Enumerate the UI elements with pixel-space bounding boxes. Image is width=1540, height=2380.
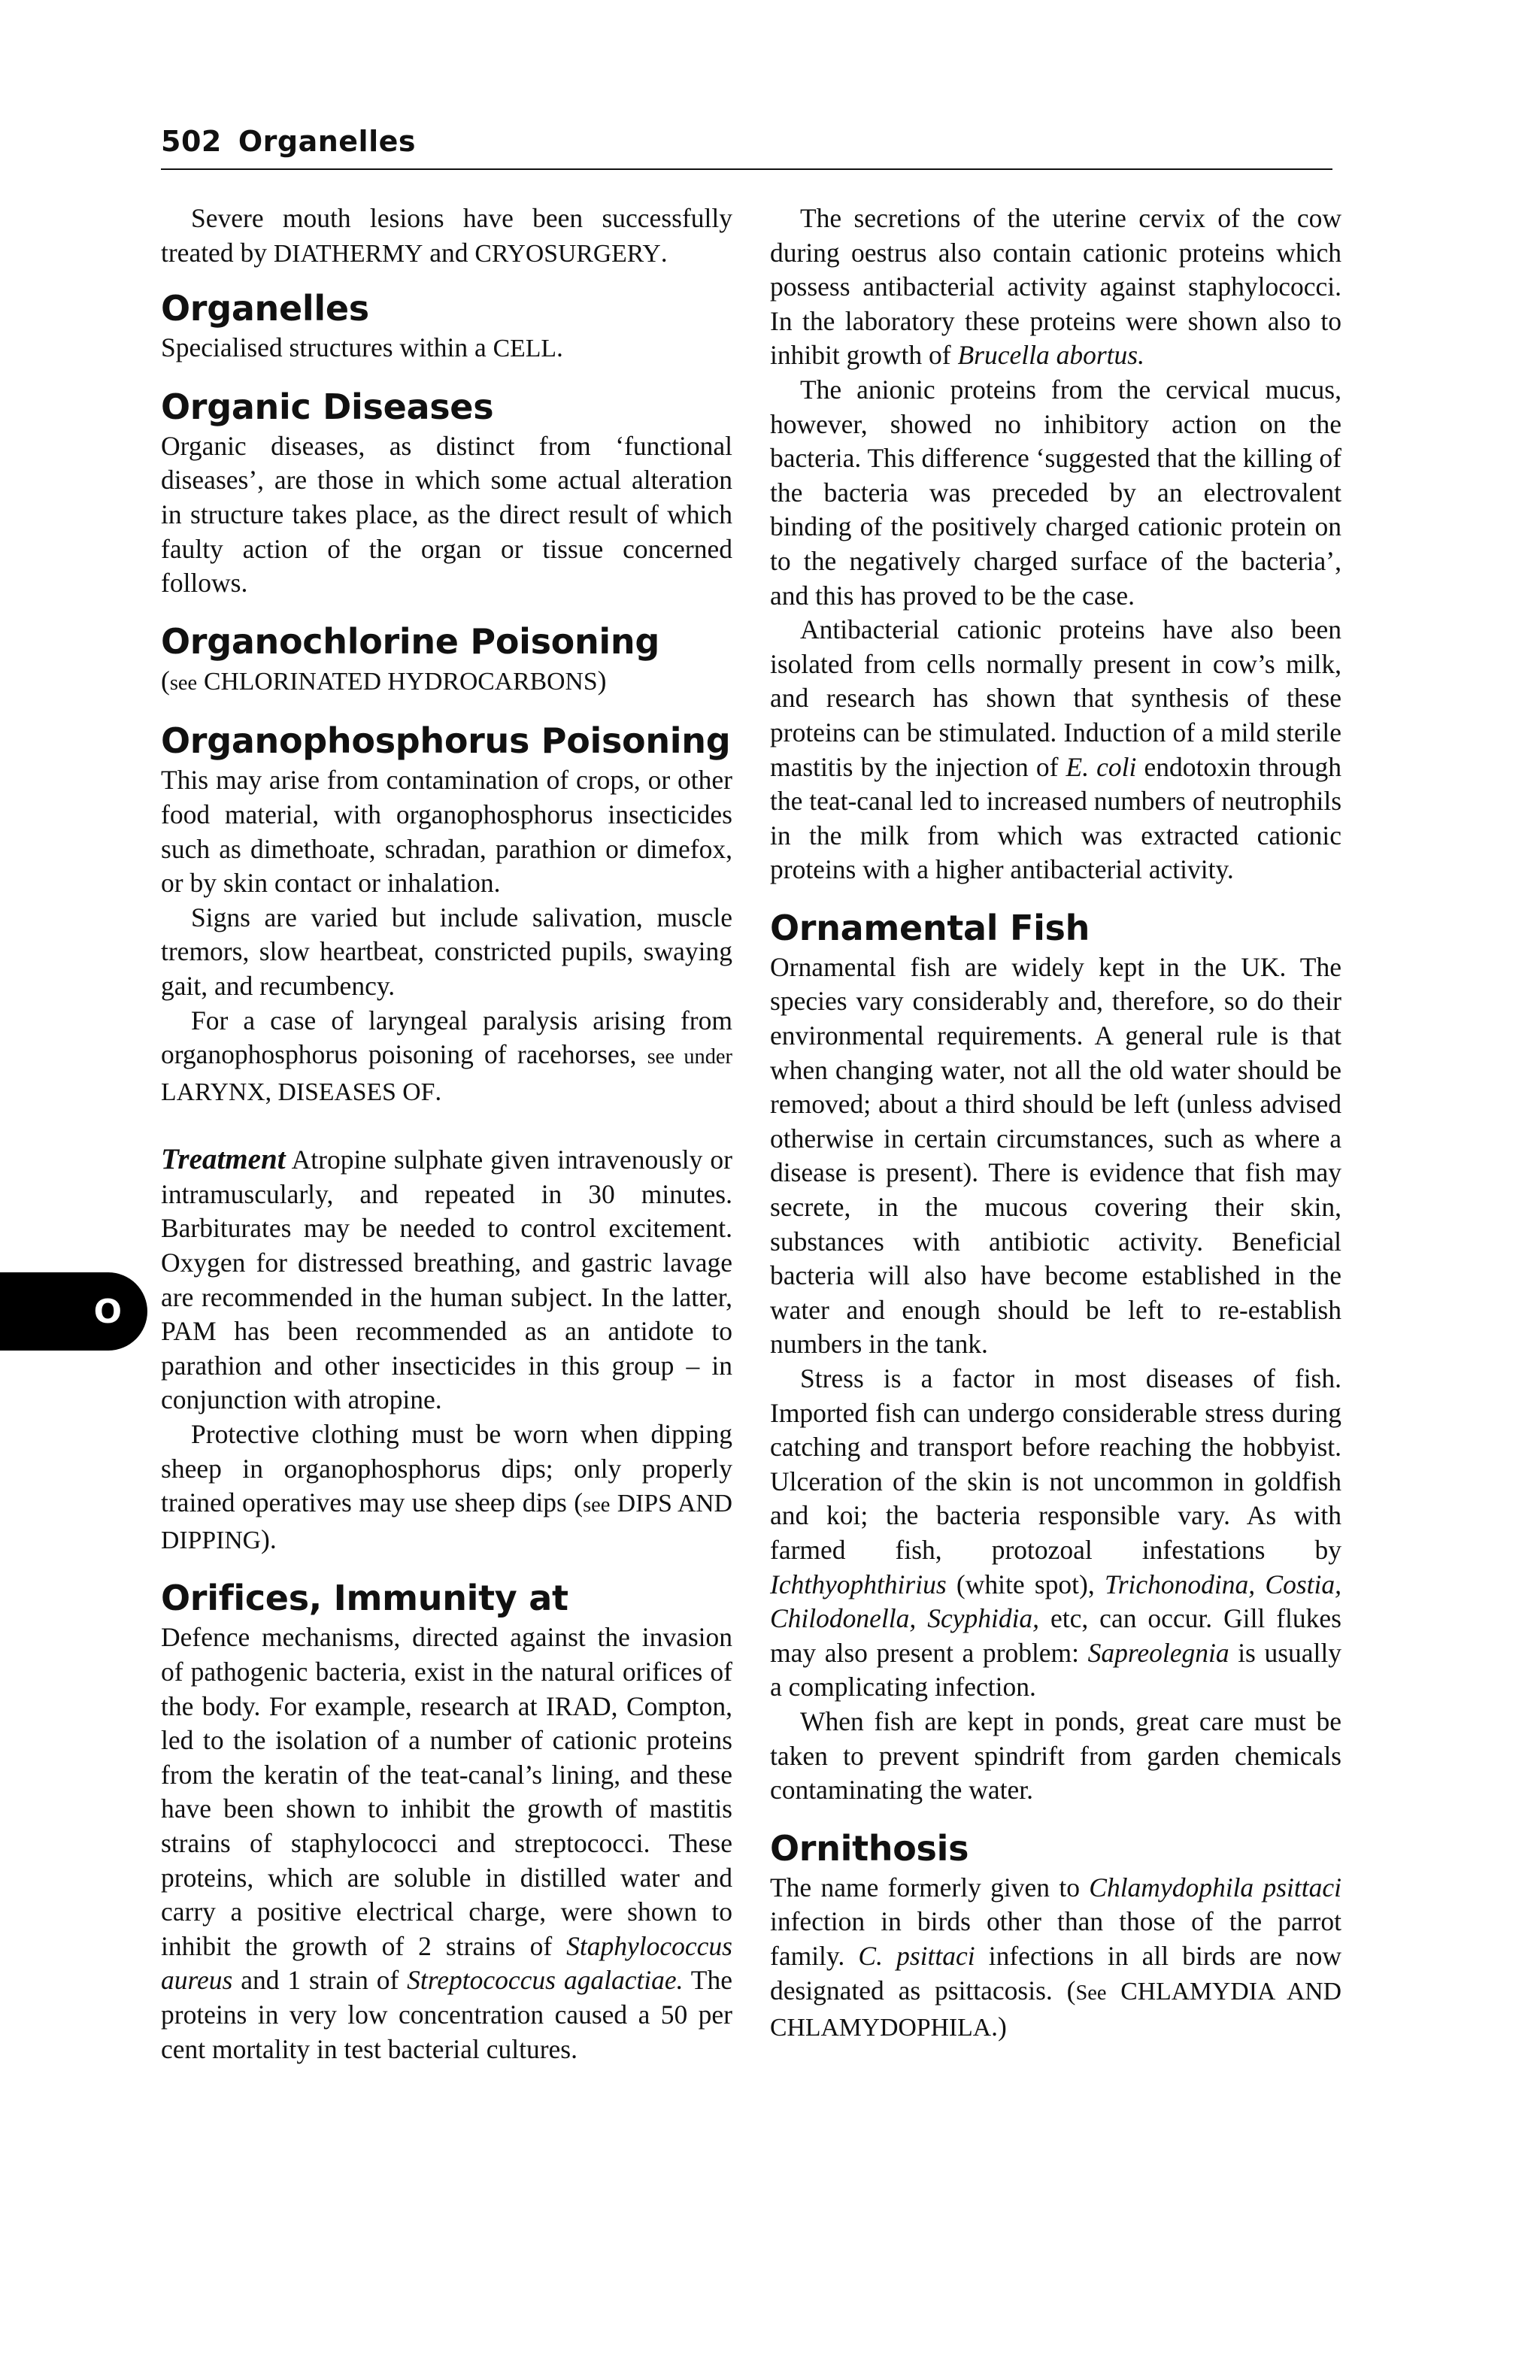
entry-text-protective-clothing: Protective clothing must be worn when dipping sheep in organophosphorus dips; only properly trained operatives may use sheep dips (see DIPS AND DIPPING). (161, 1419, 732, 1554)
cross-ref-larynx-diseases[interactable]: LARYNX, DISEASES OF (161, 1078, 435, 1106)
heading-ornamental-fish: Ornamental Fish (770, 907, 1090, 948)
entry-text-ornamental-fish: Ornamental fish are widely kept in the UK. The species vary considerably and, therefore, so do their environmental requirements. A general rule is that when changing water, not all the old water should be removed; about a third should be left (unless advised otherwise in certain circumstances, such as where a disease is present). There is evidence that fish may secrete, in the mucous covering their skin, substances with antibiotic activity. Beneficial bacteria will also have become established in the water and enough should be left to re-establish numbers in the tank. (770, 951, 1341, 1360)
entry-text-uterine-secretions: The secretions of the uterine cervix of the cow during oestrus also contain cationic proteins which possess antibacterial activity against staphylococci. In the laboratory these proteins were shown also to inhibit growth of Brucella abortus. (770, 203, 1341, 371)
cross-ref-chlamydia[interactable]: CHLAMYDIA AND CHLAMYDOPHILA (770, 1977, 1341, 2042)
cross-ref-cryosurgery[interactable]: CRYOSURGERY (474, 239, 661, 268)
cross-ref-cell[interactable]: CELL (493, 335, 556, 363)
cross-ref-chlorinated-hydrocarbons[interactable]: CHLORINATED HYDROCARBONS (203, 667, 598, 696)
entry-text-organophosphorus-2: Signs are varied but include salivation, muscle tremors, slow heartbeat, constricted pupils, swaying gait, and recumbency. (161, 902, 732, 1001)
entry-text-organic-diseases: Organic diseases, as distinct from ‘functional diseases’, are those in which some actual alteration in structure takes place, as the direct result of which faulty action of the organ or tissue concerned follows. (161, 430, 732, 599)
cross-ref-dips-and-dipping[interactable]: DIPS AND DIPPING (161, 1490, 732, 1554)
letter-thumb-tab: O (0, 1272, 147, 1351)
heading-organic-diseases: Organic Diseases (161, 386, 494, 427)
entry-text-organophosphorus-1: This may arise from contamination of crops, or other food material, with organophosphorus insecticides such as dimethoate, schradan, parathion or dimefox, or by skin contact or inhalation. (161, 765, 732, 899)
heading-ornithosis: Ornithosis (770, 1827, 969, 1869)
entry-text-antibacterial-proteins: Antibacterial cationic proteins have also been isolated from cells normally present in cow’s milk, and research has shown that synthesis of these proteins can be stimulated. Induction of a mild sterile mastitis by the injection of E. coli endotoxin through the teat-canal led to increased numbers of neutrophils in the milk from which was extracted cationic proteins with a higher antibacterial activity. (770, 614, 1342, 885)
heading-orifices-immunity: Orifices, Immunity at (161, 1578, 568, 1619)
entry-text-mouth-lesions: Severe mouth lesions have been successfully treated by DIATHERMY and CRYOSURGERY. (161, 203, 732, 268)
treatment-label: Treatment (161, 1143, 286, 1176)
entry-text-stress: Stress is a factor in most diseases of fish. Imported fish can undergo considerable stress during catching and transport before reaching the hobbyist. Ulceration of the skin is not uncommon in goldfish and koi; the bacteria responsible vary. As with farmed fish, protozoal infestations by Ichthyophthirius (white spot), Trichonodina, Costia, Chilodonella, Scyphidia, etc, can occur. Gill flukes may also present a problem: Sapreolegnia is usually a complicating infection. (770, 1363, 1341, 1702)
right-column (770, 202, 1341, 2045)
heading-organochlorine-poisoning: Organochlorine Poisoning (161, 620, 659, 662)
heading-organelles: Organelles (161, 288, 369, 329)
cross-ref-diathermy[interactable]: DIATHERMY (273, 239, 423, 268)
entry-text-organophosphorus-3: For a case of laryngeal paralysis arising from organophosphorus poisoning of racehorses, see under LARYNX, DISEASES OF. (161, 1005, 732, 1106)
entry-text-organelles: Specialised structures within a CELL. (161, 332, 563, 363)
page-number: 502 (161, 125, 222, 158)
running-head (161, 125, 1332, 170)
entry-text-anionic-proteins: The anionic proteins from the cervical mucus, however, showed no inhibitory action on the bacteria. This difference ‘suggested that the killing of the bacteria was preceded by an electrovalent binding of the positively charged cationic protein on to the negatively charged surface of the bacteria’, and this has proved to be the case. (770, 374, 1341, 611)
entry-text-orifices: Defence mechanisms, directed against the invasion of pathogenic bacteria, exist in the natural orifices of the body. For example, research at IRAD, Compton, led to the isolation of a number of cationic proteins from the keratin of the teat-canal’s lining, and these have been shown to inhibit the growth of mastitis strains of staphylococci and streptococci. These proteins, which are soluble in distilled water and carry a positive electrical charge, were shown to inhibit the growth of 2 strains of Staphylococcus aureus and 1 strain of Streptococcus agalactiae. The proteins in very low concentration caused a 50 per cent mortality in test bacterial cultures. (161, 1622, 732, 2064)
left-column (161, 202, 732, 2066)
entry-text-treatment: Treatment Atropine sulphate given intravenously or intramuscularly, and repeated in 30 minutes. Barbiturates may be needed to control excitement. Oxygen for distressed breathing, and gastric lavage are recommended in the human subject. In the latter, PAM has been recommended as an antidote to parathion and other insecticides in this group – in conjunction with atropine. (161, 1143, 732, 1415)
heading-organophosphorus-poisoning: Organophosphorus Poisoning (161, 720, 731, 762)
running-head-title: Organelles (238, 125, 416, 158)
entry-text-ponds: When fish are kept in ponds, great care must be taken to prevent spindrift from garden chemicals contaminating the water. (770, 1705, 1341, 1805)
entry-text-ornithosis: The name formerly given to Chlamydophila psittaci infection in birds other than those of the parrot family. C. psittaci infections in all birds are now designated as psittacosis. (See CHLAMYDIA AND CHLAMYDOPHILA.) (770, 1872, 1342, 2042)
entry-text-organochlorine: (see CHLORINATED HYDROCARBONS) (161, 665, 607, 696)
